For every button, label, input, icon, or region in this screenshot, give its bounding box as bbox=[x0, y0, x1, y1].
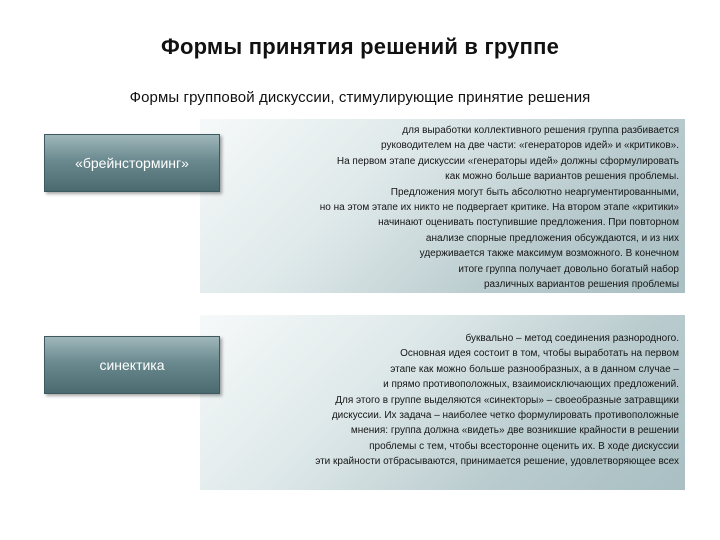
brainstorming-label-box bbox=[44, 134, 220, 192]
brainstorming-description-panel bbox=[200, 119, 685, 293]
synectics-description: буквально – метод соединения разнородного. Основная идея состоит в том, чтобы выработать на первом этапе как можно больше разнообразных, а в данном случае – и прямо противоположных, взаимоисключающих предложений. Для этого в группе выделяются «синекторы» – своеобразные затравщики дискуссии. Их задача – наиболее четко формулировать противоположные мнения: группа должна «видеть» две возникшие крайности в решении проблемы с тем, чтобы всесторонне оценить их. В ходе дискуссии эти крайности отбрасываются, принимается решение, удовлетворяющее всех bbox=[315, 333, 679, 468]
synectics-description-panel bbox=[200, 315, 685, 490]
brainstorming-description: для выработки коллективного решения группа разбивается руководителем на две части: «генераторов идей» и «критиков». На первом этапе дискуссии «генераторы идей» должны сформулировать как можно больше вариантов решения проблемы. Предложения могут быть абсолютно неаргументированными, но на этом этапе их никто не подвергает критике. На втором этапе «критики» начинают оценивать поступившие предложения. При повторном анализе спорные предложения обсуждаются, и из них удерживается также максимум возможного. В конечном итоге группа получает довольно богатый набор различных вариантов решения проблемы bbox=[319, 125, 679, 291]
synectics-label: синектика bbox=[99, 357, 165, 373]
page-subtitle: Формы групповой дискуссии, стимулирующие принятие решения bbox=[129, 89, 591, 106]
synectics-label-box bbox=[44, 336, 220, 394]
brainstorming-label: «брейнсторминг» bbox=[75, 155, 189, 171]
page-title: Формы принятия решений в группе bbox=[160, 34, 560, 59]
